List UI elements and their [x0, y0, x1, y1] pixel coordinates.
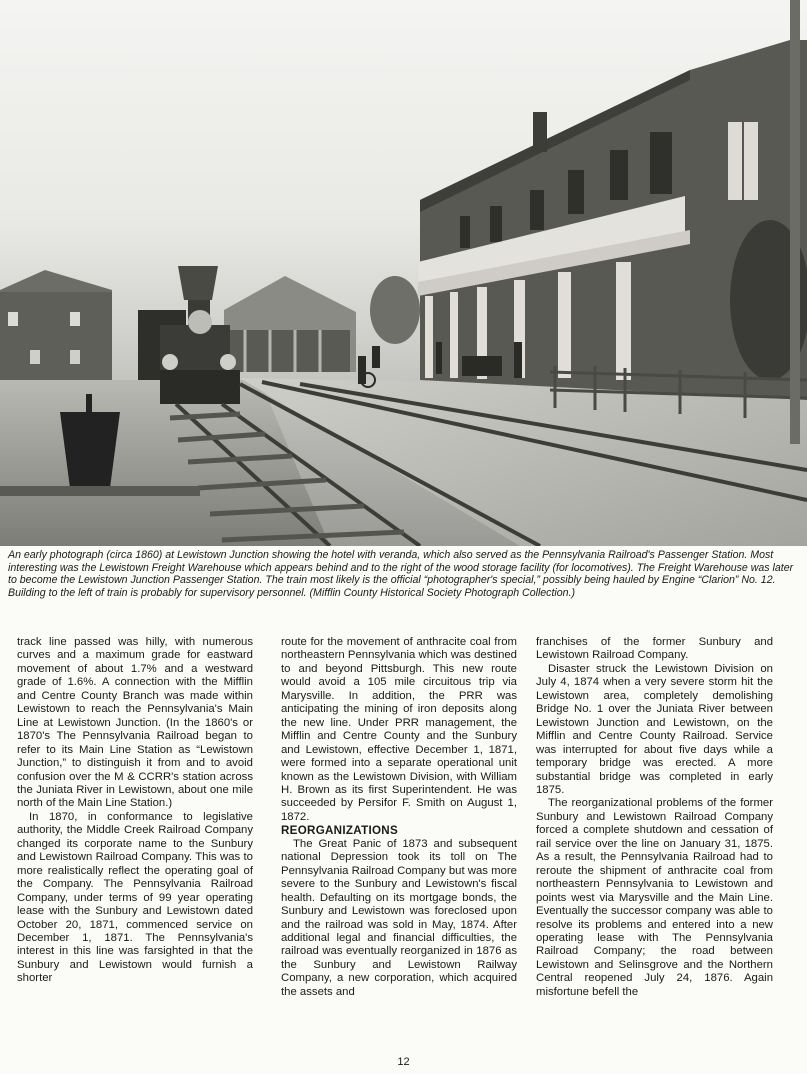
section-heading: REORGANIZATIONS [281, 824, 399, 838]
photo-caption [8, 549, 800, 599]
paragraph: route for the movement of anthracite coal from northeastern Pennsylvania which was destined to and beyond Pittsburgh. This new route would avoid a 105 mile circuitous trip via Marysville. In addition, the PRR was anticipating the mining of iron deposits along the new line. Under PRR management, the Mifflin and Centre County and the Sunbury and Lewistown, effective December 1, 1871, were formed into a separate operational unit known as the Lewistown Division, with William H. Brown as its first Superintendent. He was succeeded by Persifor F. Smith on August 1, 1872. [281, 636, 517, 823]
paragraph: In 1870, in conformance to legislative authority, the Middle Creek Railroad Company changed its corporate name to the Sunbury and Lewistown Railroad Company. This was to more realistically reflect the operating goal of the Company. The Pennsylvania Railroad Company, under terms of 99 year operating lease with the Sunbury and Lewistown dated October 20, 1871, commenced service on December 1, 1871. The Pennsylvania's interest in this line was farsighted in that the Sunbury and Lewistown would furnish a shorter [17, 810, 253, 985]
hotel-with-veranda [370, 40, 807, 400]
telegraph-pole [790, 0, 800, 444]
paragraph: The Great Panic of 1873 and subsequent national Depression took its toll on The Pennsylvania Railroad Company but was more severe to the Sunbury and Lewistown's fiscal health. Defaulting on its mortgage bonds, the Sunbury and Lewistown was foreclosed upon and the railroad was sold in May, 1874. After additional legal and financial difficulties, the railroad was eventually reorganized in 1876 as the Sunbury and Lewistown Railway Company, a new corporation, which acquired the assets and [281, 837, 517, 998]
freight-warehouse [224, 276, 356, 372]
text-column-2 [281, 636, 517, 999]
page-number: 12 [397, 1056, 410, 1068]
paragraph: The reorganizational problems of the former Sunbury and Lewistown Railroad Company forced a complete shutdown and cessation of rail service over the line on January 31, 1875. As a result, the Pennsylvania Railroad had to reroute the shipment of anthracite coal from northeastern Pennsylvania to Lewistown and points west via Marysville and the Main Line. Eventually the successor company was able to resolve its problems and entered into a new operating lease with The Pennsylvania Railroad Company; the road between Lewistown and Selinsgrove and the Northern Central reopened July 24, 1876. Again misfortune befell the [536, 797, 773, 998]
paragraph: Disaster struck the Lewistown Division on July 4, 1874 when a very severe storm hit the Lewistown area, completely demolishing Bridge No. 1 over the Juniata River between Lewistown Junction and Lewistown, on the Mifflin and Centre County Railroad. Service was interrupted for about five days while a temporary bridge was erected. A more substantial bridge was completed in early 1875. [536, 662, 773, 796]
platform [240, 378, 807, 546]
paragraph: franchises of the former Sunbury and Lewistown Railroad Company. [536, 636, 773, 662]
text-column-3 [536, 636, 773, 999]
supervisory-building [0, 270, 112, 380]
caption-text: An early photograph (circa 1860) at Lewistown Junction showing the hotel with veranda, which also served as the Pennsylvania Railroad's Passenger Station. Most interesting was the Lewistown Freight Warehouse which appears behind and to the right of the wood storage facility (for locomotives). The Freight Warehouse was later to become the Lewistown Junction Passenger Station. The train most likely is the official “photographer's special,” possibly being hauled by Engine “Clarion” No. 12. Building to the left of train is probably for supervisory personnel. (Mifflin County Historical Society Photograph Collection.) [8, 549, 794, 599]
text-column-1 [17, 636, 253, 986]
paragraph: track line passed was hilly, with numerous curves and a maximum grade for eastward movement of about 1.7% and a westward grade of 1.6%. A connection with the Mifflin and Centre County Branch was made within Lewistown to reach the Pennsylvania's Main Line at Lewistown Junction. (In the 1860's or 1870's The Pennsylvania Railroad began to refer to its Main Line Station as “Lewistown Junction,” to distinguish it from and to avoid confusion over the M & CCRR's station across the Juniata River in Lewistown, about one mile north of the Main Line Station.) [17, 636, 253, 810]
